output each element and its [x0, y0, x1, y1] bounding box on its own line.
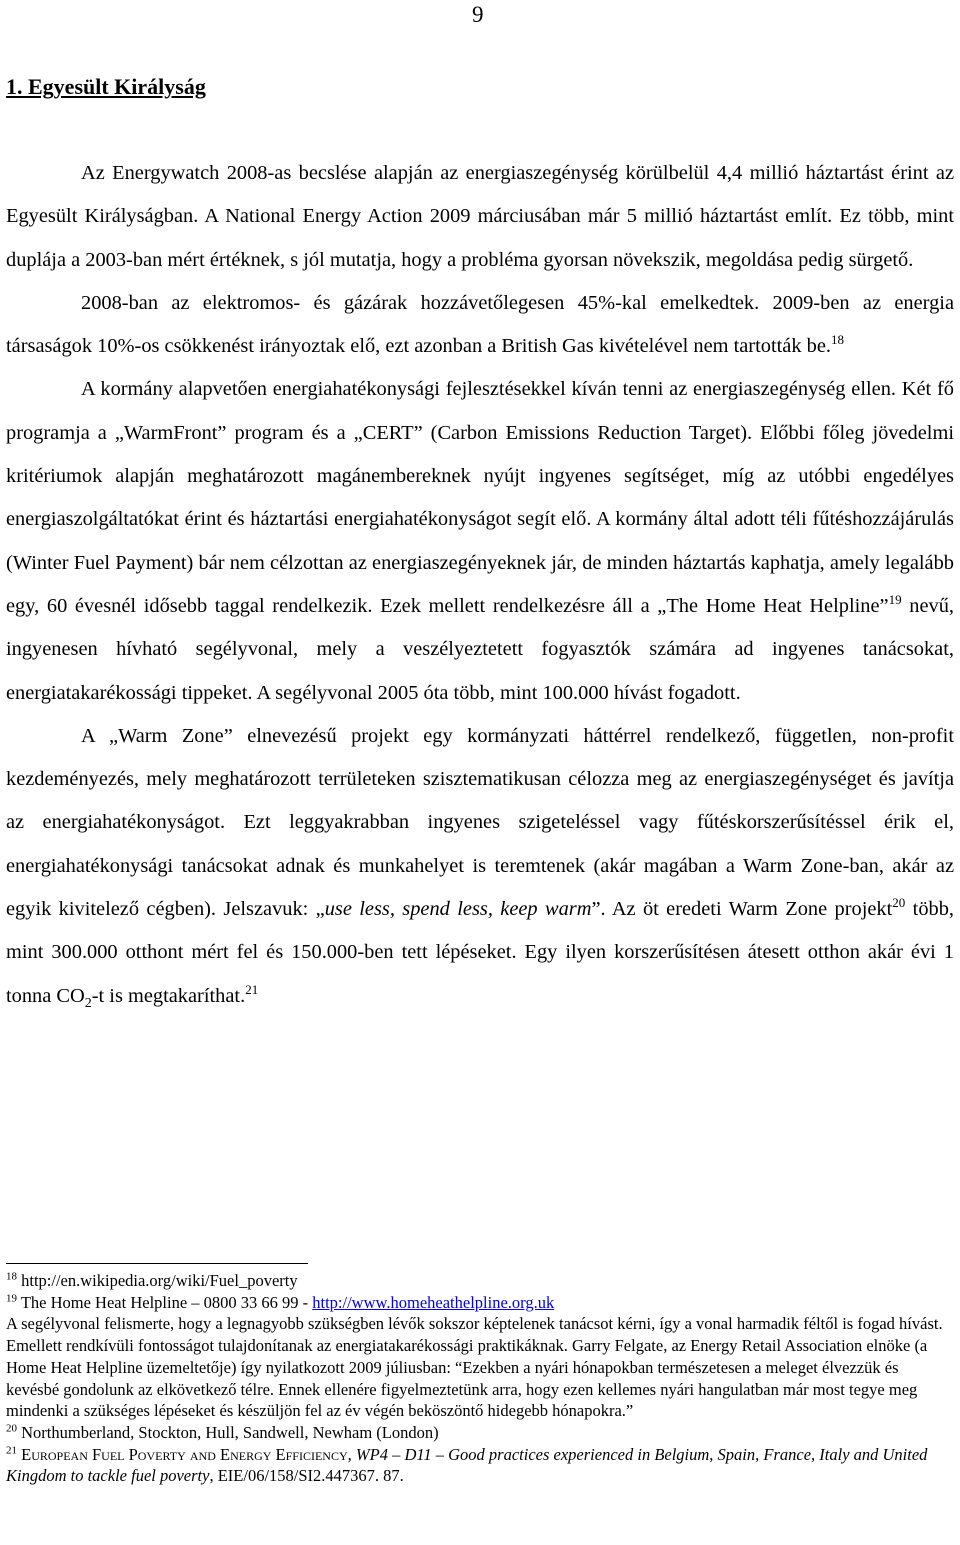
co2-subscript: 2 — [84, 995, 92, 1011]
paragraph-3-text-c: több, mint 300.000 otthont mért fel és 150.000-ben tett lépéseket. Egy ilyen korszerűsítésen átesett otthon akár évi 1 tonna CO — [6, 898, 955, 1007]
section-heading: 1. Egyesült Királyság — [6, 74, 206, 99]
slogan: use less, spend less, keep warm — [324, 898, 592, 921]
footnote-19-body: A segélyvonal felismerte, hogy a legnagyobb szükségben lévők sokszor képtelenek tanácsot kérni, így a vonal harmadik féltől is fogad hívást. Emellett rendkívüli fontosságot tulajdonítanak az energiatakarékossági praktikáknak. Garry Felgate, az Energy Retail Association elnöke (a Home Heat Helpline üzemeltetője) így nyilatkozott 2009 júliusban: “Ezekben a nyári hónapokban természetesen a meleget élvezzük és kevésbé gondolunk az elkövetkező télre. Ennek ellenére figyelmeztetünk arra, hogy ezen kellemes nyári hangulatban már most tegye meg mindenki a szükséges lépéseket és készüljön fel az év végén beköszöntő hidegebb hónapokra.” — [6, 1314, 943, 1421]
paragraph-3-text-b: ”. Az öt eredeti Warm Zone projekt — [591, 898, 893, 921]
paragraph-3-text-d: -t is megtakaríthat. — [91, 984, 246, 1007]
paragraph-3-text-a: A „Warm Zone” elnevezésű projekt egy kormányzati háttérrel rendelkező, független, non-profit kezdeményezés, mely meghatározott terrületeken szisztematikusan célozza meg az energiaszegénységet és javítja az energiahatékonyságot. Ezt leggyakrabban ingyenes szigeteléssel vagy fűtéskorszerűsítéssel érik el, energiahatékonysági tanácsokat adnak és munkahelyet is teremtenek (akár magában a Warm Zone-ban, akár az egyik kivitelező cégben). Jelszavuk: „ — [6, 724, 954, 921]
paragraph-2 — [6, 368, 954, 714]
page-number: 9 — [472, 2, 484, 27]
paragraph-1b-text: 2008-ban az elektromos- és gázárak hozzávetőlegesen 45%-kal emelkedtek. 2009-ben az energia társaságok 10%-os csökkenést irányoztak elő, ezt azonban a British Gas kivételével nem tartották be. — [6, 291, 954, 358]
footnote-separator — [6, 1263, 308, 1264]
footnote-ref-18: 18 — [830, 332, 844, 348]
footnote-21-number: 21 — [6, 1444, 17, 1457]
footnote-19-number: 19 — [6, 1292, 17, 1305]
paragraph-3 — [6, 715, 954, 1018]
paragraph-1 — [6, 152, 954, 282]
footnote-18 — [6, 1270, 954, 1292]
helpline-link[interactable]: http://www.homeheathelpline.org.uk — [312, 1292, 555, 1312]
footnote-21-title: WP4 – D11 – Good practices experienced in Belgium, Spain, France, Italy and United Kingdom to tackle fuel poverty — [6, 1444, 928, 1486]
footnote-ref-21: 21 — [245, 981, 259, 997]
footnote-21: $^{21}$ European Fuel Poverty and Energy Efficiency, WP4 – D11 – Good practices experienced in Belgium, Spain, France, Italy and United Kingdom to tackle fuel poverty, EIE/06/158/SI2.447367. 87. — [6, 1444, 928, 1486]
footnote-21-org: European Fuel Poverty and Energy Efficiency — [21, 1444, 348, 1464]
paragraph-1-text: Az Energywatch 2008-as becslése alapján az energiaszegénység körülbelül 4,4 millió háztartást érint az Egyesült Királyságban. A National Energy Action 2009 márciusában már 5 millió háztartást említ. Ez több, mint duplája a 2003-ban mért értéknek, s jól mutatja, hogy a probléma gyorsan növekszik, megoldása pedig sürgető. — [6, 162, 954, 271]
paragraph-2-text-b: nevű, ingyenesen hívható segélyvonal, mely a veszélyeztetett fogyasztók számára ad ingyenes tanácsokat, energiatakarékossági tippeket. A segélyvonal 2005 óta több, mint 100.000 hívást fogadott. — [6, 594, 954, 704]
footnote-21-ref: , EIE/06/158/SI2.447367. 87. — [209, 1466, 404, 1486]
footnote-18-text: http://en.wikipedia.org/wiki/Fuel_poverty — [21, 1271, 298, 1290]
footnote-20-text: Northumberland, Stockton, Hull, Sandwell, Newham (London) — [21, 1422, 439, 1442]
footnote-20 — [6, 1422, 954, 1444]
paragraph-2-text-a: A kormány alapvetően energiahatékonysági fejlesztésekkel kíván tenni az energiaszegénység ellen. Két fő programja a „WarmFront” program és a „CERT” (Carbon Emissions Reduction Target). Előbbi főleg jövedelmi kritériumok alapján meghatározott magánembereknek nyújt ingyenes segítséget, míg az utóbbi engedélyes energiaszolgáltatókat érint és háztartási energiahatékonyságot segít elő. A kormány által adott téli fűtéshozzájárulás (Winter Fuel Payment) bár nem célzottan az energiaszegényeknek jár, de minden háztartás kaphatja, amely legalább egy, 60 évesnél idősebb taggal rendelkezik. Ezek mellett rendelkezésre áll a „The Home Heat Helpline” — [6, 378, 954, 617]
footnote-19 — [6, 1292, 954, 1314]
footnote-20-number: 20 — [6, 1422, 17, 1435]
footnote-ref-20: 20 — [892, 895, 906, 911]
footnote-18-number: 18 — [6, 1270, 17, 1283]
body-text — [6, 152, 954, 1018]
paragraph-1b — [6, 282, 954, 369]
footnote-ref-19: 19 — [888, 592, 902, 608]
footnotes — [6, 1270, 954, 1487]
footnote-19-text: The Home Heat Helpline – 0800 33 66 99 - — [20, 1292, 309, 1312]
